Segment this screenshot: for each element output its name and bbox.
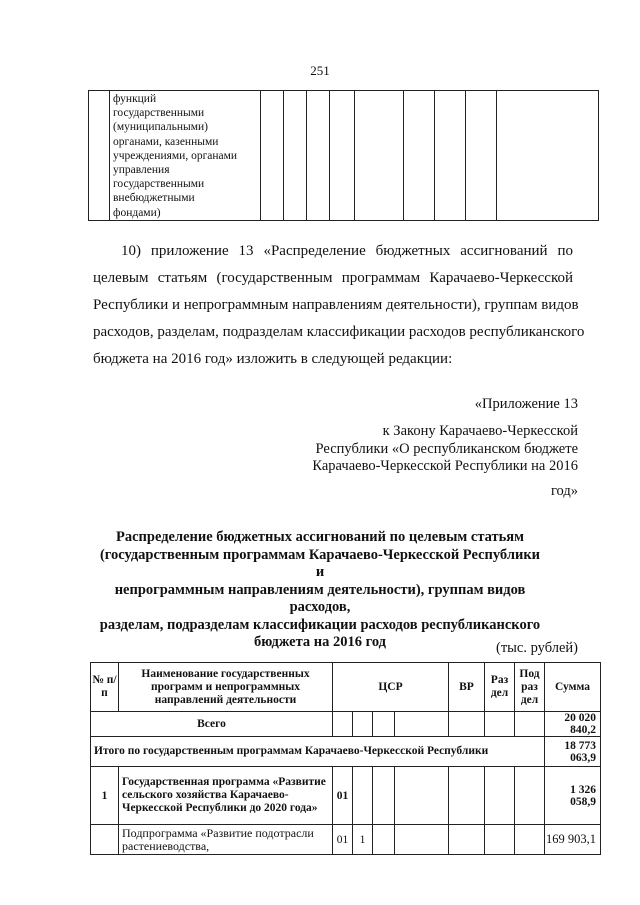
appendix-line-1: к Закону Карачаево-Черкесской	[382, 423, 578, 439]
document-title-line: бюджета на 2016 год	[253, 634, 386, 650]
continuation-line: органами, казенными	[113, 135, 219, 148]
header-csr: ЦСР	[333, 663, 449, 712]
programs-total-sum: 18 773 063,9	[545, 737, 601, 767]
continuation-table	[88, 90, 599, 221]
row-sum: 169 903,1	[545, 825, 601, 855]
header-summa: Сумма	[545, 663, 601, 712]
continuation-line: функций	[113, 93, 157, 105]
continuation-line: государственными	[113, 178, 205, 191]
total-sum: 20 020 840,2	[545, 712, 601, 737]
document-title-line: разделам, подразделам классификации расходов республиканского	[99, 616, 541, 633]
table-header-row	[91, 663, 601, 712]
header-podrazdel: Под раз дел	[515, 663, 545, 712]
row-num	[91, 825, 119, 855]
document-title-line: (государственным программам Карачаево-Черкесской Республики и	[99, 546, 541, 580]
paragraph-line: бюджета на 2016 год» изложить в следующей редакции:	[93, 351, 453, 367]
row-csr-code: 01	[333, 825, 353, 855]
header-vr: ВР	[449, 663, 485, 712]
budget-table	[90, 662, 601, 855]
page-number: 251	[310, 63, 330, 78]
total-label: Всего	[91, 712, 333, 737]
continuation-line: внебюджетными	[113, 192, 195, 205]
row-csr-sub: 1	[353, 825, 373, 855]
row-num: 1	[91, 767, 119, 825]
row-name: Государственная программа «Развитие сельского хозяйства Карачаево-Черкесской Республики до 2020 года»	[119, 767, 333, 825]
continuation-line: государственными	[113, 107, 205, 120]
appendix-line-3: Карачаево-Черкесской Республики на 2016	[312, 458, 578, 474]
body-paragraph	[93, 238, 585, 373]
document-title	[95, 529, 545, 652]
header-num: № п/п	[91, 663, 119, 712]
paragraph-line: 10) приложение 13 «Распределение бюджетных ассигнований по	[121, 243, 573, 259]
document-title-line: непрограммным направлениям деятельности), группам видов расходов,	[114, 581, 526, 615]
paragraph-line: расходов, разделам, подразделам классификации расходов республиканского	[93, 324, 585, 340]
programs-total-label: Итого по государственным программам Карачаево-Черкесской Республики	[91, 737, 545, 767]
row-name: Подпрограмма «Развитие подотрасли растениеводства,	[119, 825, 333, 855]
table-row	[91, 825, 601, 855]
paragraph-line: целевым статьям (государственным программам Карачаево-Черкесской	[93, 270, 573, 286]
row-sum: 1 326 058,9	[545, 767, 601, 825]
continuation-text-cell	[110, 91, 261, 221]
appendix-line-4: год»	[550, 483, 578, 499]
total-row	[91, 712, 601, 737]
continuation-line: фондами)	[113, 206, 161, 219]
continuation-line: управления	[113, 164, 170, 177]
programs-total-row	[91, 737, 601, 767]
continuation-line: учреждениями, органами	[113, 149, 238, 162]
table-row	[91, 767, 601, 825]
appendix-title: «Приложение 13	[474, 396, 578, 412]
row-csr-code: 01	[333, 767, 353, 825]
header-name: Наименование государственных программ и непрограммных направлений деятельности	[119, 663, 333, 712]
document-title-line: Распределение бюджетных ассигнований по целевым статьям	[115, 529, 525, 545]
appendix-line-2: Республики «О республиканском бюджете	[315, 441, 578, 457]
continuation-line: (муниципальными)	[113, 121, 208, 134]
row-csr-sub	[353, 767, 373, 825]
paragraph-line: Республики и непрограммным направлениям деятельности), группам видов	[93, 297, 579, 313]
header-razdel: Раз дел	[485, 663, 515, 712]
units-label: (тыс. рублей)	[496, 640, 578, 656]
